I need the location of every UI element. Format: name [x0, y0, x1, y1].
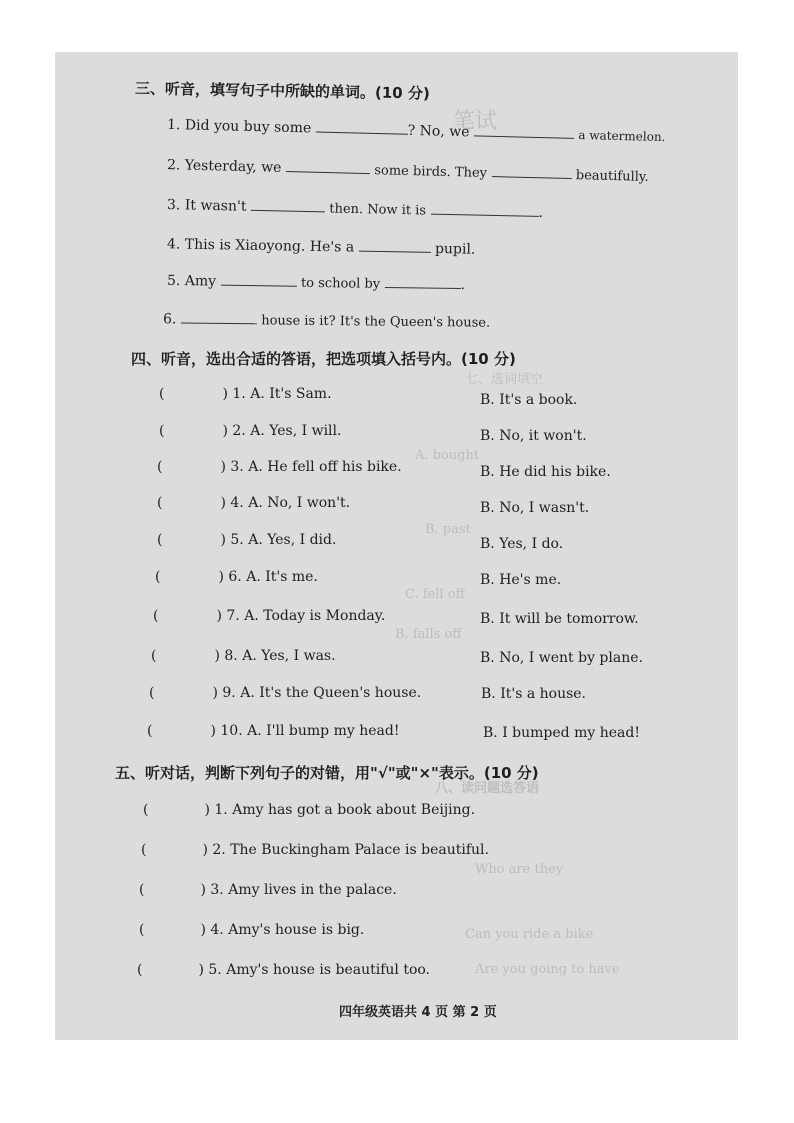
fill-item-2: 2. Yesterday, we some birds. They beautifully.	[166, 157, 649, 185]
section5-title: 五、听对话，判断下列句子的对错，用"√"或"×"表示。(10 分)	[115, 764, 539, 782]
page-footer: 四年级英语共 4 页 第 2 页	[339, 1005, 497, 1020]
bleed-through-text: B. falls off	[395, 627, 462, 642]
choice-b-2: B. No, it won't.	[480, 428, 587, 444]
judge-item-2: ( ) 2. The Buckingham Palace is beautiful.	[141, 842, 489, 858]
choice-item-9: ( ) 9. A. It's the Queen's house.	[149, 685, 422, 701]
choice-b-7: B. It will be tomorrow.	[480, 611, 639, 627]
fill-item-5: 5. Amy to school by .	[167, 270, 465, 293]
bleed-through-text: B. past	[425, 522, 471, 537]
choice-item-2: ( ) 2. A. Yes, I will.	[159, 423, 342, 439]
choice-b-9: B. It's a house.	[481, 686, 587, 702]
bleed-through-text: 笔试	[453, 109, 498, 134]
bleed-through-text: A. bought	[415, 448, 480, 463]
fill-item-3: 3. It wasn't then. Now it is .	[166, 197, 544, 221]
judge-item-5: ( ) 5. Amy's house is beautiful too.	[137, 962, 431, 978]
bleed-through-text: 八、读问题选答语	[435, 781, 540, 796]
choice-b-1: B. It's a book.	[480, 392, 578, 408]
choice-item-7: ( ) 7. A. Today is Monday.	[153, 608, 386, 624]
judge-item-1: ( ) 1. Amy has got a book about Beijing.	[143, 802, 476, 818]
bleed-through-text: C. fell off	[405, 587, 465, 602]
fill-item-6: 6. house is it? It's the Queen's house.	[163, 308, 490, 330]
choice-item-4: ( ) 4. A. No, I won't.	[157, 495, 351, 511]
exam-page	[55, 52, 738, 1040]
choice-b-4: B. No, I wasn't.	[480, 500, 590, 516]
choice-b-8: B. No, I went by plane.	[480, 650, 643, 666]
choice-b-5: B. Yes, I do.	[480, 536, 564, 552]
fill-item-4: 4. This is Xiaoyong. He's a pupil.	[166, 236, 476, 258]
choice-b-3: B. He did his bike.	[480, 464, 611, 480]
choice-item-3: ( ) 3. A. He fell off his bike.	[157, 459, 402, 475]
choice-b-10: B. I bumped my head!	[483, 725, 640, 741]
choice-item-5: ( ) 5. A. Yes, I did.	[157, 532, 337, 548]
bleed-through-text: Are you going to have	[475, 962, 620, 977]
fill-item-1: 1. Did you buy some ? No, we a watermelon.	[166, 116, 666, 145]
bleed-through-text: Can you ride a bike	[465, 927, 594, 942]
judge-item-4: ( ) 4. Amy's house is big.	[139, 922, 365, 938]
judge-item-3: ( ) 3. Amy lives in the palace.	[139, 882, 397, 898]
choice-item-1: ( ) 1. A. It's Sam.	[159, 386, 332, 402]
section4-title: 四、听音，选出合适的答语，把选项填入括号内。(10 分)	[131, 350, 516, 368]
bleed-through-text: Who are they	[475, 862, 564, 877]
choice-item-10: ( ) 10. A. I'll bump my head!	[147, 723, 400, 739]
section3-title: 三、听音，填写句子中所缺的单词。(10 分)	[134, 79, 430, 103]
choice-item-6: ( ) 6. A. It's me.	[155, 569, 318, 585]
bleed-through-text: 七、选词填空	[465, 372, 544, 387]
choice-b-6: B. He's me.	[480, 572, 562, 588]
choice-item-8: ( ) 8. A. Yes, I was.	[151, 648, 336, 664]
